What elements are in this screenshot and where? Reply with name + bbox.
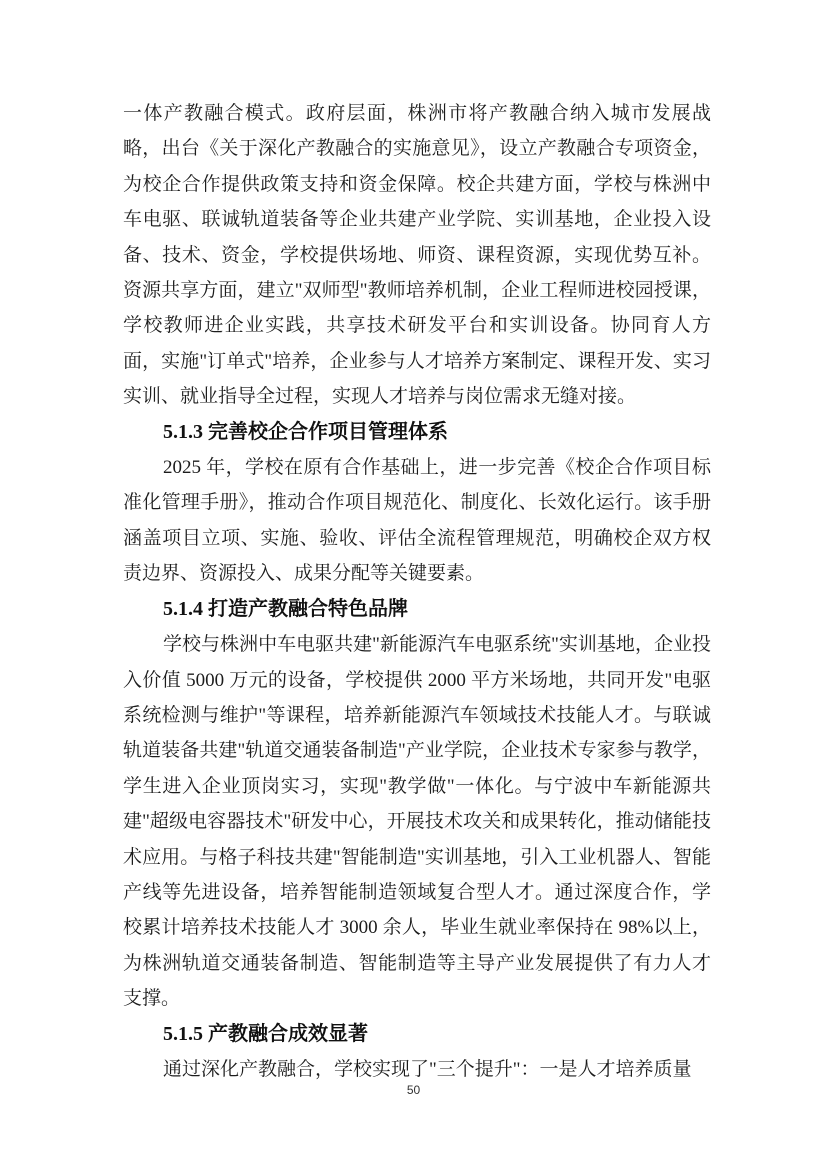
text-body xyxy=(123,96,711,1087)
paragraph-5-1-3: 2025 年，学校在原有合作基础上，进一步完善《校企合作项目标准化管理手册》，推动合作项目规范化、制度化、长效化运行。该手册涵盖项目立项、实施、验收、评估全流程管理规范，明确校企双方权责边界、资源投入、成果分配等关键要素。 xyxy=(123,457,711,585)
paragraph-continuation: 一体产教融合模式。政府层面，株洲市将产教融合纳入城市发展战略，出台《关于深化产教融合的实施意见》，设立产教融合专项资金，为校企合作提供政策支持和资金保障。校企共建方面，学校与株洲中车电驱、联诚轨道装备等企业共建产业学院、实训基地，企业投入设备、技术、资金，学校提供场地、师资、课程资源，实现优势互补。资源共享方面，建立"双师型"教师培养机制，企业工程师进校园授课，学校教师进企业实践，共享技术研发平台和实训设备。协同育人方面，实施"订单式"培养，企业参与人才培养方案制定、课程开发、实习实训、就业指导全过程，实现人才培养与岗位需求无缝对接。 xyxy=(123,103,711,408)
paragraph-5-1-4: 学校与株洲中车电驱共建"新能源汽车电驱系统"实训基地，企业投入价值 5000 万元的设备，学校提供 2000 平方米场地，共同开发"电驱系统检测与维护"等课程，培养新能源汽车领域技术技能人才。与联诚轨道装备共建"轨道交通装备制造"产业学院，企业技术专家参与教学，学生进入企业顶岗实习，实现"教学做"一体化。与宁波中车新能源共建"超级电容器技术"研发中心，开展技术攻关和成果转化，推动储能技术应用。与格子科技共建"智能制造"实训基地，引入工业机器人、智能产线等先进设备，培养智能制造领域复合型人才。通过深度合作，学校累计培养技术技能人才 3000 余人，毕业生就业率保持在 98%以上，为株洲轨道交通装备制造、智能制造等主导产业发展提供了有力人才支撑。 xyxy=(123,634,711,1010)
paragraph-5-1-5: 通过深化产教融合，学校实现了"三个提升"：一是人才培养质量 xyxy=(163,1058,692,1080)
section-heading-5-1-4: 5.1.4 打造产教融合特色品牌 xyxy=(163,597,408,620)
section-heading-5-1-3: 5.1.3 完善校企合作项目管理体系 xyxy=(163,420,448,443)
section-heading-5-1-5: 5.1.5 产教融合成效显著 xyxy=(163,1022,368,1045)
page-number: 50 xyxy=(406,1083,421,1097)
